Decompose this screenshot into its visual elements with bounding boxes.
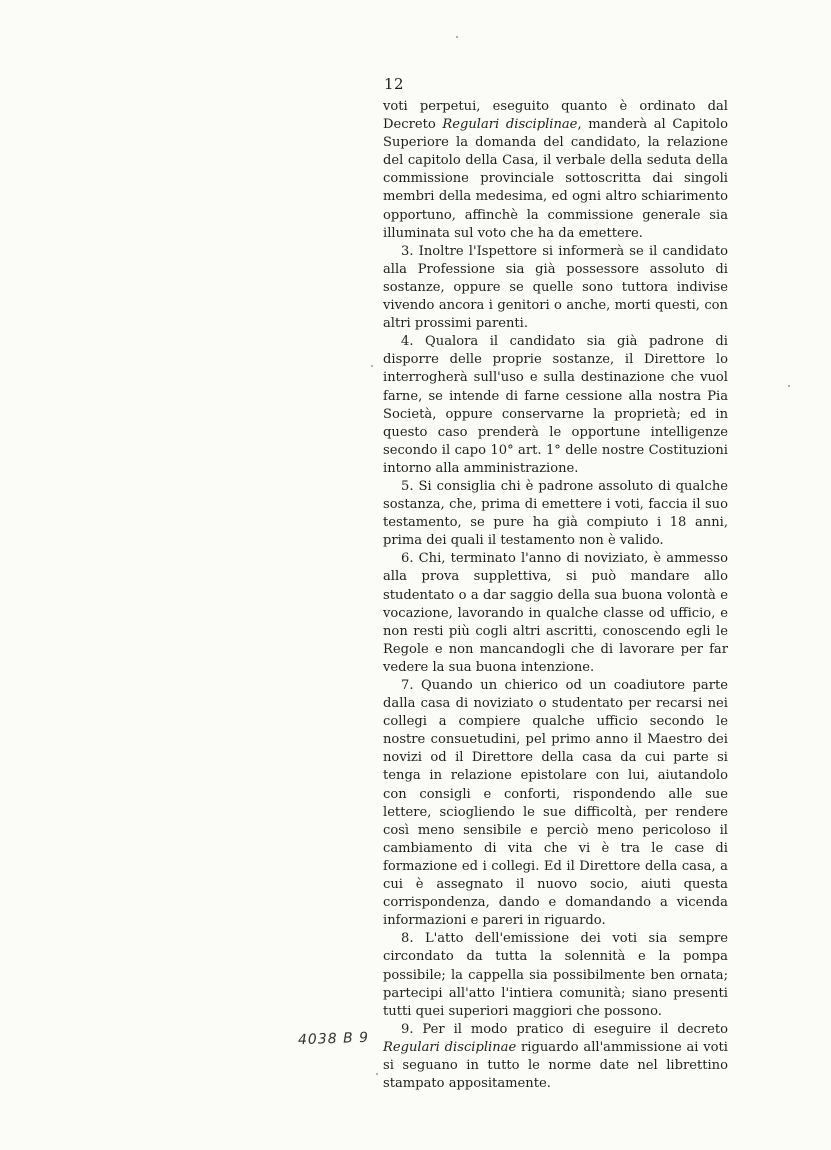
paragraph	[383, 1021, 728, 1093]
paper-speck	[376, 1073, 378, 1075]
paper-speck	[371, 365, 373, 367]
text-run: 4. Qualora il candidato sia già padrone di disporre delle proprie sostanze, il Direttore lo interrogherà sull'uso e sulla destinazione che vuol farne, se intende di farne cessione alla nostra Pia Società, oppure conservarne la proprietà; ed in questo caso prenderà le opportune intelligenze secondo il capo 10° art. 1° delle nostre Costituzioni intorno alla amministrazione.	[383, 334, 728, 476]
text-run: 7. Quando un chierico od un coadiutore parte dalla casa di noviziato o studentato per recarsi nei collegi a compiere qualche ufficio secondo le nostre consuetudini, pel primo anno il Maestro dei novizi od il Direttore della casa da cui parte si tenga in relazione epistolare con lui, aiutandolo con consigli e conforti, rispondendo alle sue lettere, sciogliendo le sue difficoltà, per rendere così meno sensibile e perciò meno pericoloso il cambiamento di vita che vi è tra le case di formazione ed i collegi. Ed il Direttore della casa, a cui è assegnato il nuovo socio, aiuti questa corrispondenza, dando e domandando a vicenda informazioni e pareri in riguardo.	[383, 678, 728, 929]
text-run: 3. Inoltre l'Ispettore si informerà se il candidato alla Professione sia già possessore assoluto di sostanze, oppure se quelle sono tuttora indivise vivendo ancora i genitori o anche, morti questi, con altri prossimi parenti.	[383, 243, 728, 332]
paragraph	[383, 677, 728, 930]
paragraph	[383, 930, 728, 1020]
text-run: 9. Per il modo pratico di eseguire il decreto	[401, 1021, 728, 1037]
paragraph	[383, 243, 728, 333]
text-run: 5. Si consiglia chi è padrone assoluto di qualche sostanza, che, prima di emettere i voti, faccia il suo testamento, se pure ha già compiuto i 18 anni, prima dei quali il testamento non è valido.	[383, 478, 728, 549]
body-text	[383, 98, 728, 1093]
text-run: , manderà al Capitolo Superiore la domanda del candidato, la relazione del capitolo della Casa, il verbale della seduta della commissione provinciale sottoscritta dai singoli membri della medesima, ed ogni altro schiarimento opportuno, affinchè la commissione generale sia illuminata sul voto che ha da emettere.	[383, 117, 728, 241]
handwritten-margin-note: 4038 B 9	[297, 1029, 370, 1049]
paper-speck	[456, 36, 458, 38]
text-run: 8. L'atto dell'emissione dei voti sia sempre circondato da tutta la solennità e la pompa possibile; la cappella sia possibilmente ben ornata; partecipi all'atto l'intiera comunità; siano presenti tutti quei superiori maggiori che possono.	[383, 931, 728, 1019]
text-run: voti perpetui, eseguito quanto è ordinato dal Decreto	[383, 99, 728, 133]
paragraph	[383, 478, 728, 550]
paper-speck	[788, 385, 790, 387]
text-run: 6. Chi, terminato l'anno di noviziato, è ammesso alla prova supplettiva, si può mandare allo studentato o a dar saggio della sua buona volontà e vocazione, lavorando in qualche classe od ufficio, e non resti più cogli altri ascritti, conoscendo egli le Regole e non mancandogli che di lavorare per far vedere la sua buona intenzione.	[383, 551, 728, 675]
text-run: riguardo all'ammissione ai voti si seguano in tutto le norme date nel librettino stampato appositamente.	[383, 1039, 728, 1092]
paragraph	[383, 333, 728, 478]
paragraph	[383, 550, 728, 677]
page-number: 12	[384, 75, 405, 93]
italic-text: Regulari disciplinae	[442, 117, 578, 133]
italic-text: Regulari disciplinae	[383, 1039, 517, 1055]
paragraph	[383, 98, 728, 243]
